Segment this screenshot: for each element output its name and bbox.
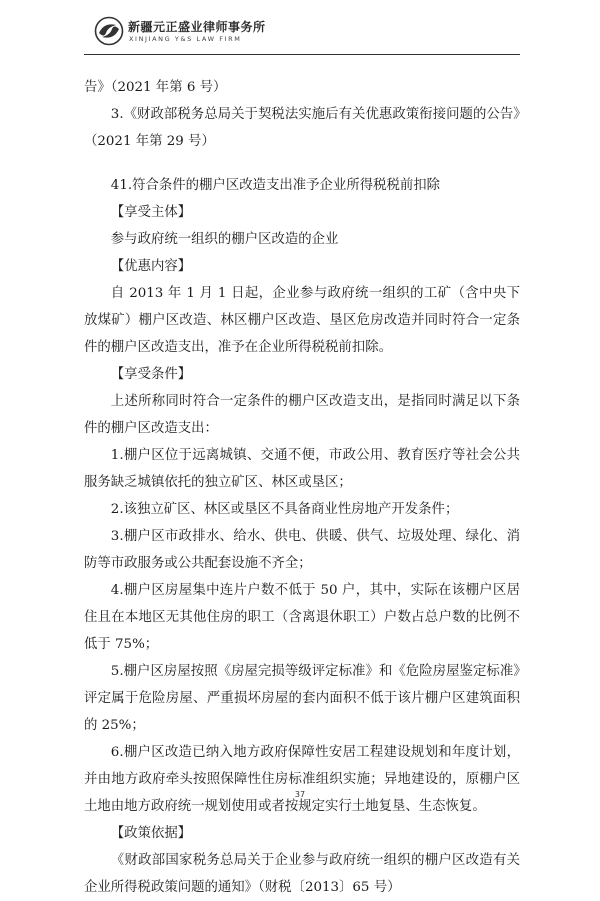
firm-name-en: XINJIANG Y&S LAW FIRM xyxy=(129,35,242,43)
section-title: 41.符合条件的棚户区改造支出准予企业所得税税前扣除 xyxy=(110,178,441,193)
content-tag: 【优惠内容】 xyxy=(110,259,192,274)
basis-tag: 【政策依据】 xyxy=(110,826,192,841)
condition-item: 6.棚户区改造已纳入地方政府保障性安居工程建设规划和年度计划，并由地方政府牵头按照保障性住房标准组织实施；异地建设的，原棚户区土地由地方政府统一规划使用或者按规定实行土地复垦、生态恢复。 xyxy=(84,745,520,814)
condition-item: 2.该独立矿区、林区或垦区不具备商业性房地产开发条件； xyxy=(110,502,459,517)
conditions-tag: 【享受条件】 xyxy=(110,367,192,382)
page-header xyxy=(94,14,514,54)
document-body xyxy=(84,74,520,901)
firm-logo-icon xyxy=(94,16,124,46)
condition-item: 4.棚户区房屋集中连片户数不低于 50 户，其中，实际在该棚户区居住且在本地区无其他住房的职工（含离退休职工）户数占总户数的比例不低于 75%； xyxy=(84,583,520,652)
subject-text: 参与政府统一组织的棚户区改造的企业 xyxy=(110,232,339,247)
firm-name-cn: 新疆元正盛业律师事务所 xyxy=(128,20,266,34)
subject-tag: 【享受主体】 xyxy=(110,205,192,220)
paragraph-reference-3: 3.《财政部税务总局关于契税法实施后有关优惠政策衔接问题的公告》（2021 年第 29 号） xyxy=(84,107,520,149)
condition-item: 5.棚户区房屋按照《房屋完损等级评定标准》和《危险房屋鉴定标准》评定属于危险房屋、严重损坏房屋的套内面积不低于该片棚户区建筑面积的 25%； xyxy=(84,664,520,733)
paragraph-continued: 告》（2021 年第 6 号） xyxy=(84,80,227,95)
basis-text: 《财政部国家税务总局关于企业参与政府统一组织的棚户区改造有关企业所得税政策问题的通知》（财税〔2013〕65 号） xyxy=(84,853,520,895)
content-text: 自 2013 年 1 月 1 日起，企业参与政府统一组织的工矿（含中央下放煤矿）棚户区改造、林区棚户区改造、垦区危房改造并同时符合一定条件的棚户区改造支出，准予在企业所得税税前扣除。 xyxy=(84,286,520,355)
condition-item: 1.棚户区位于远离城镇、交通不便，市政公用、教育医疗等社会公共服务缺乏城镇依托的独立矿区、林区或垦区； xyxy=(84,448,520,490)
header-divider xyxy=(84,54,520,55)
page-number: 37 xyxy=(294,790,306,799)
condition-item: 3.棚户区市政排水、给水、供电、供暖、供气、垃圾处理、绿化、消防等市政服务或公共配套设施不齐全； xyxy=(84,529,520,571)
conditions-intro: 上述所称同时符合一定条件的棚户区改造支出，是指同时满足以下条件的棚户区改造支出： xyxy=(84,394,520,436)
